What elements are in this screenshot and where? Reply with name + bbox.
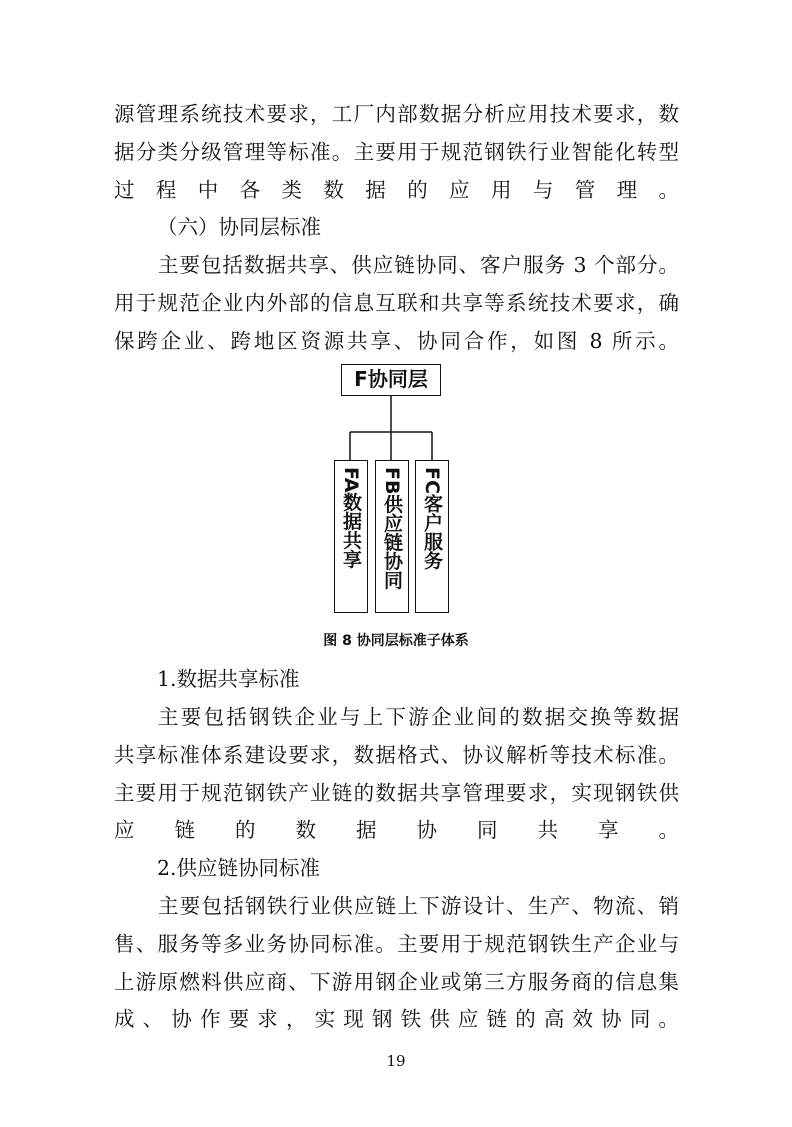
diagram-node-supply-chain [375,460,409,613]
text-line: 保跨企业、跨地区资源共享、协同合作，如图 8 所示。 [114,328,679,353]
diagram-root-node: F协同层 [341,364,441,396]
node-label: FC客户服务 [421,467,443,570]
text-line: 成、协作要求，实现钢铁供应链的高效协同。 [114,1007,679,1032]
text-line: 源管理系统技术要求，工厂内部数据分析应用技术要求，数 [114,102,679,126]
text-line: 主要包括钢铁行业供应链上下游设计、生产、物流、销 [158,894,679,918]
section-heading: （六）协同层标准 [157,215,321,239]
text-line: 应链的数据协同共享。 [114,818,679,843]
text-line: 用于规范企业内外部的信息互联和共享等系统技术要求，确 [114,290,679,315]
node-label: FB供应链协同 [381,467,403,590]
diagram-node-data-sharing [334,460,368,613]
text-line: 过程中各类数据的应用与管理。 [114,177,679,202]
text-line: 主要用于规范钢铁产业链的数据共享管理要求，实现钢铁供 [114,780,679,805]
subsection-heading-1: 1.数据共享标准 [157,667,300,691]
text-line: 共享标准体系建设要求，数据格式、协议解析等技术标准。 [114,742,679,767]
node-label: FA数据共享 [340,467,362,569]
text-line: 据分类分级管理等标准。主要用于规范钢铁行业智能化转型 [114,139,679,164]
text-line: 主要包括钢铁企业与上下游企业间的数据交换等数据 [158,705,679,729]
diagram-node-customer-service [415,460,449,613]
subsection-heading-2: 2.供应链协同标准 [157,856,321,880]
text-line: 主要包括数据共享、供应链协同、客户服务 3 个部分。 [158,253,679,277]
figure-caption: 图 8 协同层标准子体系 [323,633,469,649]
page-number: 19 [386,1052,406,1070]
paragraph-subsection-1 [114,699,679,850]
text-line: 上游原燃料供应商、下游用钢企业或第三方服务商的信息集 [114,969,679,994]
text-line: 售、服务等多业务协同标准。主要用于规范钢铁生产企业与 [114,931,679,956]
paragraph-subsection-2 [114,888,679,1039]
